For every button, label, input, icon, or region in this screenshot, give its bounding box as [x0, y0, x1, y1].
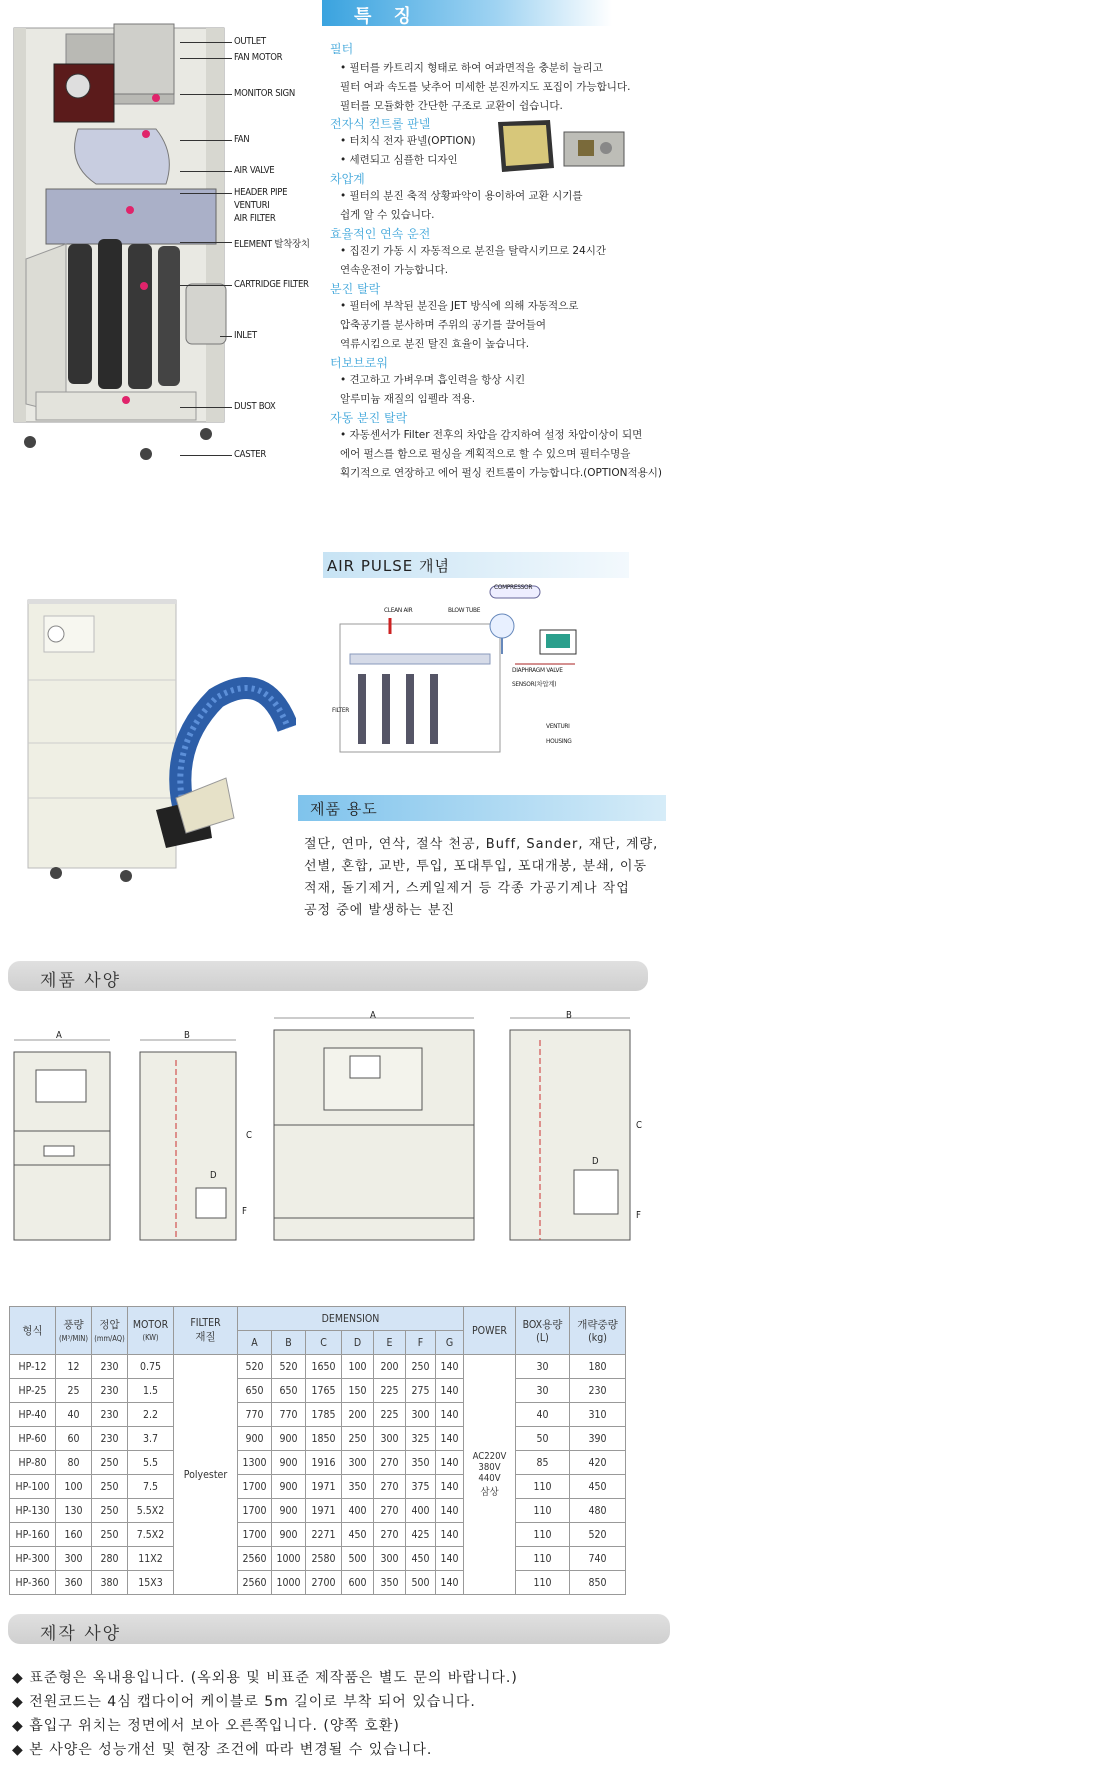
leader-line: [180, 242, 232, 243]
feature-title: 필터: [330, 42, 354, 56]
table-cell: 500: [342, 1547, 374, 1571]
note-item: ◆ 흡입구 위치는 정면에서 보아 오른쪽입니다. (양쪽 호환): [12, 1718, 400, 1734]
feature-line: 알루미늄 재질의 임펠라 적용.: [340, 393, 476, 405]
feature-line: • 필터를 카트리지 형태로 하여 여과면적을 충분히 늘리고: [340, 62, 603, 74]
table-cell: 270: [374, 1451, 406, 1475]
col-header-b: B: [272, 1331, 306, 1355]
col-header-motor: MOTOR (KW): [128, 1307, 174, 1355]
table-cell: 3.7: [128, 1427, 174, 1451]
note-item: ◆ 본 사양은 성능개선 및 현장 조건에 따라 변경될 수 있습니다.: [12, 1742, 433, 1758]
table-cell: 230: [92, 1427, 128, 1451]
table-cell: 1765: [306, 1379, 342, 1403]
table-cell: 1850: [306, 1427, 342, 1451]
col-header-d: D: [342, 1331, 374, 1355]
table-cell: 275: [406, 1379, 436, 1403]
table-cell: 1000: [272, 1571, 306, 1595]
table-cell: 5.5: [128, 1451, 174, 1475]
table-cell: 1971: [306, 1499, 342, 1523]
leader-line: [180, 58, 232, 59]
usage-line: 선별, 혼합, 교반, 투입, 포대투입, 포대개봉, 분쇄, 이동: [304, 859, 648, 874]
table-cell: 1700: [238, 1499, 272, 1523]
label-header-pipe: HEADER PIPE: [234, 187, 288, 198]
label-caster: CASTER: [234, 449, 266, 460]
note-item: ◆ 전원코드는 4심 캡다이어 케이블로 5m 길이로 부착 되어 있습니다.: [12, 1694, 476, 1710]
table-cell: 380: [92, 1571, 128, 1595]
table-cell: 230: [92, 1379, 128, 1403]
table-cell: HP-80: [10, 1451, 56, 1475]
label-dust-box: DUST BOX: [234, 401, 276, 412]
table-cell: 0.75: [128, 1355, 174, 1379]
col-header-box: BOX용량 (L): [516, 1307, 570, 1355]
table-cell: 15X3: [128, 1571, 174, 1595]
table-cell: 2271: [306, 1523, 342, 1547]
table-cell: 650: [272, 1379, 306, 1403]
table-cell: 50: [516, 1427, 570, 1451]
drawing-letter: F: [636, 1210, 641, 1221]
feature-title: 전자식 컨트롤 판넬: [330, 117, 431, 131]
table-cell: 2580: [306, 1547, 342, 1571]
table-cell: 325: [406, 1427, 436, 1451]
table-cell: 5.5X2: [128, 1499, 174, 1523]
feature-line: 필터 여과 속도를 낮추어 미세한 분진까지도 포집이 가능합니다.: [340, 81, 631, 93]
ap-label-housing: HOUSING: [546, 737, 572, 745]
table-cell: 80: [56, 1451, 92, 1475]
drawing-letter: A: [370, 1010, 376, 1021]
usage-line: 공정 중에 발생하는 분진: [304, 903, 455, 918]
feature-line: 필터를 모듈화한 간단한 구조로 교환이 쉽습니다.: [340, 100, 563, 112]
table-cell: 100: [342, 1355, 374, 1379]
col-header-weight: 개략중량 (kg): [570, 1307, 626, 1355]
table-cell: HP-12: [10, 1355, 56, 1379]
table-row: [10, 1523, 626, 1547]
table-cell: HP-160: [10, 1523, 56, 1547]
leader-line: [180, 407, 232, 408]
col-header-filter: FILTER 재질: [174, 1307, 238, 1355]
table-cell: 770: [272, 1403, 306, 1427]
usage-title: 제품 용도: [310, 800, 378, 818]
table-cell: 200: [342, 1403, 374, 1427]
table-cell: HP-40: [10, 1403, 56, 1427]
features-header: [322, 0, 612, 26]
table-cell: 900: [272, 1475, 306, 1499]
table-cell: 1000: [272, 1547, 306, 1571]
table-cell: 30: [516, 1379, 570, 1403]
leader-line: [180, 140, 232, 141]
table-cell: 130: [56, 1499, 92, 1523]
air-pulse-header: [323, 552, 629, 578]
table-row: [10, 1403, 626, 1427]
table-cell: 850: [570, 1571, 626, 1595]
label-fan: FAN: [234, 134, 250, 145]
feature-title: 효율적인 연속 운전: [330, 227, 431, 241]
table-cell: 30: [516, 1355, 570, 1379]
table-cell: 450: [342, 1523, 374, 1547]
table-cell: 25: [56, 1379, 92, 1403]
table-cell: 140: [436, 1379, 464, 1403]
leader-line: [180, 171, 232, 172]
table-cell: 350: [374, 1571, 406, 1595]
spec-section-bar: [8, 961, 648, 991]
table-cell: 900: [272, 1523, 306, 1547]
table-cell: 40: [516, 1403, 570, 1427]
table-cell: 250: [92, 1499, 128, 1523]
drawing-letter: D: [592, 1156, 599, 1167]
control-panel-photo: [494, 118, 634, 176]
air-pulse-diagram: [330, 584, 630, 764]
table-cell: 900: [272, 1499, 306, 1523]
spec-table: [9, 1306, 626, 1595]
machine-labels: [180, 36, 310, 476]
table-cell: 2560: [238, 1571, 272, 1595]
table-cell: 140: [436, 1547, 464, 1571]
table-cell: 110: [516, 1475, 570, 1499]
table-cell: 310: [570, 1403, 626, 1427]
table-cell: 1.5: [128, 1379, 174, 1403]
table-cell: 740: [570, 1547, 626, 1571]
feature-line: • 필터의 분진 축적 상황파악이 용이하여 교환 시기를: [340, 190, 583, 202]
table-cell: 12: [56, 1355, 92, 1379]
table-cell: 450: [570, 1475, 626, 1499]
spec-drawings: [10, 1010, 650, 1262]
note-item: ◆ 표준형은 옥내용입니다. (옥외용 및 비표준 제작품은 별도 문의 바랍니다.): [12, 1670, 518, 1686]
table-cell: 2.2: [128, 1403, 174, 1427]
ap-label-diaphragm-valve: DIAPHRAGM VALVE: [512, 666, 563, 674]
table-cell: 140: [436, 1403, 464, 1427]
feature-line: • 터치식 전자 판넬(OPTION): [340, 135, 476, 147]
table-cell: 520: [238, 1355, 272, 1379]
ap-label-blow-tube: BLOW TUBE: [448, 606, 481, 614]
usage-header: [298, 795, 666, 821]
power-line: 삼상: [480, 1487, 499, 1498]
table-cell: 180: [570, 1355, 626, 1379]
col-header-pressure: 정압 (mm/AQ): [92, 1307, 128, 1355]
leader-line: [180, 193, 232, 194]
table-cell: 60: [56, 1427, 92, 1451]
power-line: AC220V: [472, 1451, 507, 1462]
table-cell: 280: [92, 1547, 128, 1571]
table-cell: 150: [342, 1379, 374, 1403]
table-cell: 1700: [238, 1475, 272, 1499]
feature-line: • 세련되고 심플한 디자인: [340, 154, 458, 166]
leader-line: [180, 455, 232, 456]
col-header-f: F: [406, 1331, 436, 1355]
table-row: [10, 1547, 626, 1571]
manufacture-title: 제작 사양: [40, 1624, 122, 1644]
drawing-letter: A: [56, 1030, 62, 1041]
table-cell: 250: [92, 1475, 128, 1499]
col-header-c: C: [306, 1331, 342, 1355]
table-cell: 600: [342, 1571, 374, 1595]
table-cell: 40: [56, 1403, 92, 1427]
table-cell: 7.5X2: [128, 1523, 174, 1547]
table-cell: 250: [406, 1355, 436, 1379]
usage-line: 절단, 연마, 연삭, 절삭 천공, Buff, Sander, 재단, 계량,: [304, 837, 659, 852]
table-cell: 520: [272, 1355, 306, 1379]
table-cell: 225: [374, 1379, 406, 1403]
ap-label-compressor: COMPRESSOR: [494, 583, 533, 591]
table-cell: 140: [436, 1427, 464, 1451]
col-header-power: POWER: [464, 1307, 516, 1355]
table-cell: 2560: [238, 1547, 272, 1571]
drawing-letter: B: [184, 1030, 190, 1041]
table-cell: 140: [436, 1499, 464, 1523]
drawing-letter: C: [636, 1120, 642, 1131]
table-cell: 1700: [238, 1523, 272, 1547]
table-cell: 2700: [306, 1571, 342, 1595]
table-cell: 1650: [306, 1355, 342, 1379]
ap-label-sensor: SENSOR(차압계): [512, 680, 557, 688]
table-cell: 520: [570, 1523, 626, 1547]
ap-label-clean-air: CLEAN AIR: [384, 606, 413, 614]
table-cell: 350: [342, 1475, 374, 1499]
table-cell: 270: [374, 1499, 406, 1523]
table-cell: HP-360: [10, 1571, 56, 1595]
label-fan-motor: FAN MOTOR: [234, 52, 283, 63]
table-cell: 350: [406, 1451, 436, 1475]
label-venturi: VENTURI: [234, 200, 270, 211]
feature-title: 자동 분진 탈락: [330, 411, 408, 425]
table-cell: 225: [374, 1403, 406, 1427]
table-cell: 1916: [306, 1451, 342, 1475]
table-cell: 500: [406, 1571, 436, 1595]
manufacture-notes: [12, 1666, 712, 1762]
usage-line: 적재, 돌기제거, 스케일제거 등 각종 가공기계나 작업: [304, 881, 630, 896]
table-cell: 200: [374, 1355, 406, 1379]
features-list: [330, 40, 770, 483]
table-cell: 140: [436, 1523, 464, 1547]
features-title: 특 징: [354, 6, 420, 27]
table-cell: HP-130: [10, 1499, 56, 1523]
feature-line: • 집진기 가동 시 자동적으로 분진을 탈락시키므로 24시간: [340, 245, 607, 257]
label-monitor-sign: MONITOR SIGN: [234, 88, 295, 99]
table-cell: 140: [436, 1451, 464, 1475]
col-header-a: A: [238, 1331, 272, 1355]
leader-line: [180, 285, 232, 286]
table-cell: 650: [238, 1379, 272, 1403]
table-row: [10, 1499, 626, 1523]
table-cell: 375: [406, 1475, 436, 1499]
table-cell: 110: [516, 1547, 570, 1571]
table-cell: 160: [56, 1523, 92, 1547]
col-header-model: 형식: [10, 1307, 56, 1355]
ap-label-filter: FILTER: [332, 706, 349, 714]
table-row: [10, 1379, 626, 1403]
ap-label-venturi: VENTURI: [546, 722, 570, 730]
usage-text: [304, 834, 684, 922]
table-cell: 140: [436, 1571, 464, 1595]
table-cell: 7.5: [128, 1475, 174, 1499]
table-cell: 400: [406, 1499, 436, 1523]
table-cell: 390: [570, 1427, 626, 1451]
table-cell: 230: [92, 1355, 128, 1379]
table-cell: 230: [92, 1403, 128, 1427]
feature-line: • 견고하고 가벼우며 흡인력을 항상 시킨: [340, 374, 526, 386]
col-header-flow: 풍량 (M³/MIN): [56, 1307, 92, 1355]
table-row: [10, 1355, 626, 1379]
col-header-g: G: [436, 1331, 464, 1355]
table-cell: 1300: [238, 1451, 272, 1475]
label-inlet: INLET: [234, 330, 257, 341]
table-cell: 1785: [306, 1403, 342, 1427]
table-row: [10, 1427, 626, 1451]
col-header-dimension: DEMENSION: [238, 1307, 464, 1331]
power-line: 380V: [478, 1462, 501, 1473]
leader-line: [220, 336, 232, 337]
power-cell: [464, 1355, 516, 1595]
power-line: 440V: [478, 1473, 501, 1484]
label-cartridge-filter: CARTRIDGE FILTER: [234, 279, 309, 290]
table-cell: 450: [406, 1547, 436, 1571]
table-cell: 300: [342, 1451, 374, 1475]
feature-line: • 필터에 부착된 분진을 JET 방식에 의해 자동적으로: [340, 300, 579, 312]
table-cell: 300: [406, 1403, 436, 1427]
feature-title: 분진 탈락: [330, 282, 381, 296]
table-cell: 100: [56, 1475, 92, 1499]
drawing-letter: D: [210, 1170, 217, 1181]
table-cell: 250: [342, 1427, 374, 1451]
table-cell: 770: [238, 1403, 272, 1427]
feature-line: 쉽게 알 수 있습니다.: [340, 209, 435, 221]
table-cell: 250: [92, 1451, 128, 1475]
table-cell: 11X2: [128, 1547, 174, 1571]
drawing-letter: B: [566, 1010, 572, 1021]
filter-material-cell: Polyester: [174, 1355, 238, 1595]
table-cell: 270: [374, 1475, 406, 1499]
leader-line: [180, 42, 232, 43]
feature-title: 차압계: [330, 172, 365, 186]
feature-line: 연속운전이 가능합니다.: [340, 264, 449, 276]
table-cell: HP-25: [10, 1379, 56, 1403]
table-cell: HP-300: [10, 1547, 56, 1571]
feature-line: • 자동센서가 Filter 전후의 차압을 감지하여 설정 차압이상이 되면: [340, 429, 643, 441]
table-cell: 300: [56, 1547, 92, 1571]
drawing-letter: F: [242, 1206, 247, 1217]
label-element: ELEMENT 탈착장치: [234, 239, 310, 250]
label-outlet: OUTLET: [234, 36, 266, 47]
col-header-e: E: [374, 1331, 406, 1355]
table-cell: 300: [374, 1427, 406, 1451]
table-cell: 110: [516, 1571, 570, 1595]
label-air-valve: AIR VALVE: [234, 165, 275, 176]
air-pulse-title: AIR PULSE 개념: [327, 557, 451, 575]
spec-title: 제품 사양: [40, 971, 122, 991]
table-cell: HP-100: [10, 1475, 56, 1499]
table-cell: 360: [56, 1571, 92, 1595]
table-cell: 400: [342, 1499, 374, 1523]
table-cell: 420: [570, 1451, 626, 1475]
table-cell: 425: [406, 1523, 436, 1547]
dust-collector-photo: [16, 588, 296, 888]
feature-line: 획기적으로 연장하고 에어 펄싱 컨트롤이 가능합니다.(OPTION적용시): [340, 467, 663, 479]
feature-line: 에어 펄스를 함으로 펄싱을 계획적으로 할 수 있으며 필터수명을: [340, 448, 631, 460]
label-air-filter: AIR FILTER: [234, 213, 276, 224]
table-cell: HP-60: [10, 1427, 56, 1451]
table-cell: 270: [374, 1523, 406, 1547]
table-cell: 1971: [306, 1475, 342, 1499]
feature-title: 터보브로워: [330, 356, 388, 370]
table-cell: 900: [238, 1427, 272, 1451]
feature-line: 압축공기를 분사하며 주위의 공기를 끌어들여: [340, 319, 547, 331]
table-cell: 900: [272, 1427, 306, 1451]
table-row: [10, 1451, 626, 1475]
table-cell: 900: [272, 1451, 306, 1475]
table-cell: 110: [516, 1523, 570, 1547]
table-cell: 230: [570, 1379, 626, 1403]
feature-line: 역류시킴으로 분진 탈진 효율이 높습니다.: [340, 338, 530, 350]
table-cell: 140: [436, 1355, 464, 1379]
table-row: [10, 1571, 626, 1595]
table-cell: 140: [436, 1475, 464, 1499]
table-cell: 300: [374, 1547, 406, 1571]
table-cell: 480: [570, 1499, 626, 1523]
manufacture-section-bar: [8, 1614, 670, 1644]
table-cell: 85: [516, 1451, 570, 1475]
leader-line: [180, 94, 232, 95]
table-cell: 110: [516, 1499, 570, 1523]
table-cell: 250: [92, 1523, 128, 1547]
table-row: [10, 1475, 626, 1499]
drawing-letter: C: [246, 1130, 252, 1141]
